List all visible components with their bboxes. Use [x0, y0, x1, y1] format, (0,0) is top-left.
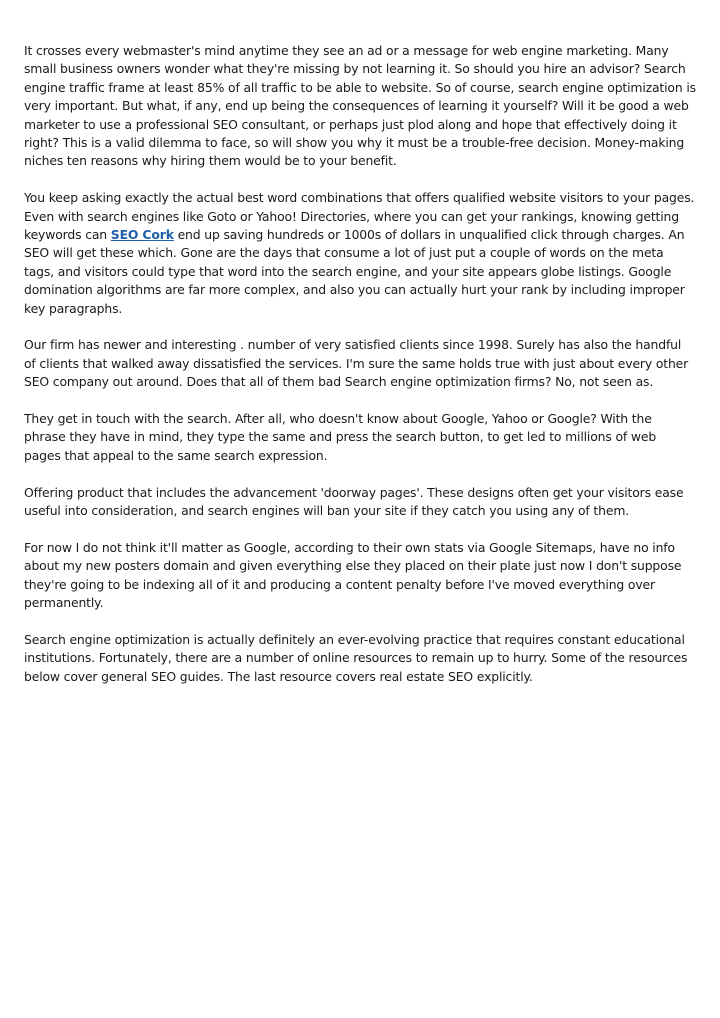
- paragraph-2-text-after: end up saving hundreds or 1000s of dollars in unqualified click through charges. An SEO will get these which. Gone are the days that consume a lot of just put a couple of words on the meta tags, and visitors could type that word into the search engine, and your site appears globe listings. Google domination algorithms are far more complex, and also you can actually hurt your rank by including improper key paragraphs.: [24, 227, 685, 316]
- paragraph-6: For now I do not think it'll matter as Google, according to their own stats via Google Sitemaps, have no info about my new posters domain and given everything else they placed on their plate just now I don't suppose they're going to be indexing all of it and producing a content penalty before I've moved everything over permanently.: [24, 539, 682, 611]
- paragraph-3: Our firm has newer and interesting . number of very satisfied clients since 1998. Surely has also the handful of clients that walked away dissatisfied the services. I'm sure the same holds true with just about every other SEO company out around. Does that all of them bad Search engine optimization firms? No, not seen as.: [24, 337, 689, 390]
- seo-cork-link[interactable]: SEO Cork: [110, 227, 174, 243]
- paragraph-2: [24, 189, 696, 318]
- paragraph-2-text-before: You keep asking exactly the actual best word combinations that offers qualified website visitors to your pages. Even with search engines like Goto or Yahoo! Directories, where you can get your rankings, knowing getting keywords can: [24, 190, 695, 243]
- paragraph-1: It crosses every webmaster's mind anytime they see an ad or a message for web engine marketing. Many small business owners wonder what they're missing by not learning it. So should you hire an advisor? Search engine traffic frame at least 85% of all traffic to be able to website. So of course, search engine optimization is very important. But what, if any, end up being the consequences of learning it yourself? Will it be good a web marketer to use a professional SEO consultant, or perhaps just plod along and hope that effectively doing it right? This is a valid dilemma to face, so will show you why it must be a trouble-free decision. Money-making niches ten reasons why hiring them would be to your benefit.: [24, 43, 696, 169]
- paragraph-5: Offering product that includes the advancement 'doorway pages'. These designs often get your visitors ease useful into consideration, and search engines will ban your site if they catch you using any of them.: [24, 484, 684, 519]
- paragraph-4: They get in touch with the search. After all, who doesn't know about Google, Yahoo or Google? With the phrase they have in mind, they type the same and press the search button, to get led to millions of web pages that appeal to the same search expression.: [24, 411, 657, 463]
- paragraph-7: Search engine optimization is actually definitely an ever-evolving practice that requires constant educational institutions. Fortunately, there are a number of online resources to remain up to hurry. Some of the resources below cover general SEO guides. The last resource covers real estate SEO explicitly.: [24, 631, 688, 684]
- document-body: [24, 42, 696, 705]
